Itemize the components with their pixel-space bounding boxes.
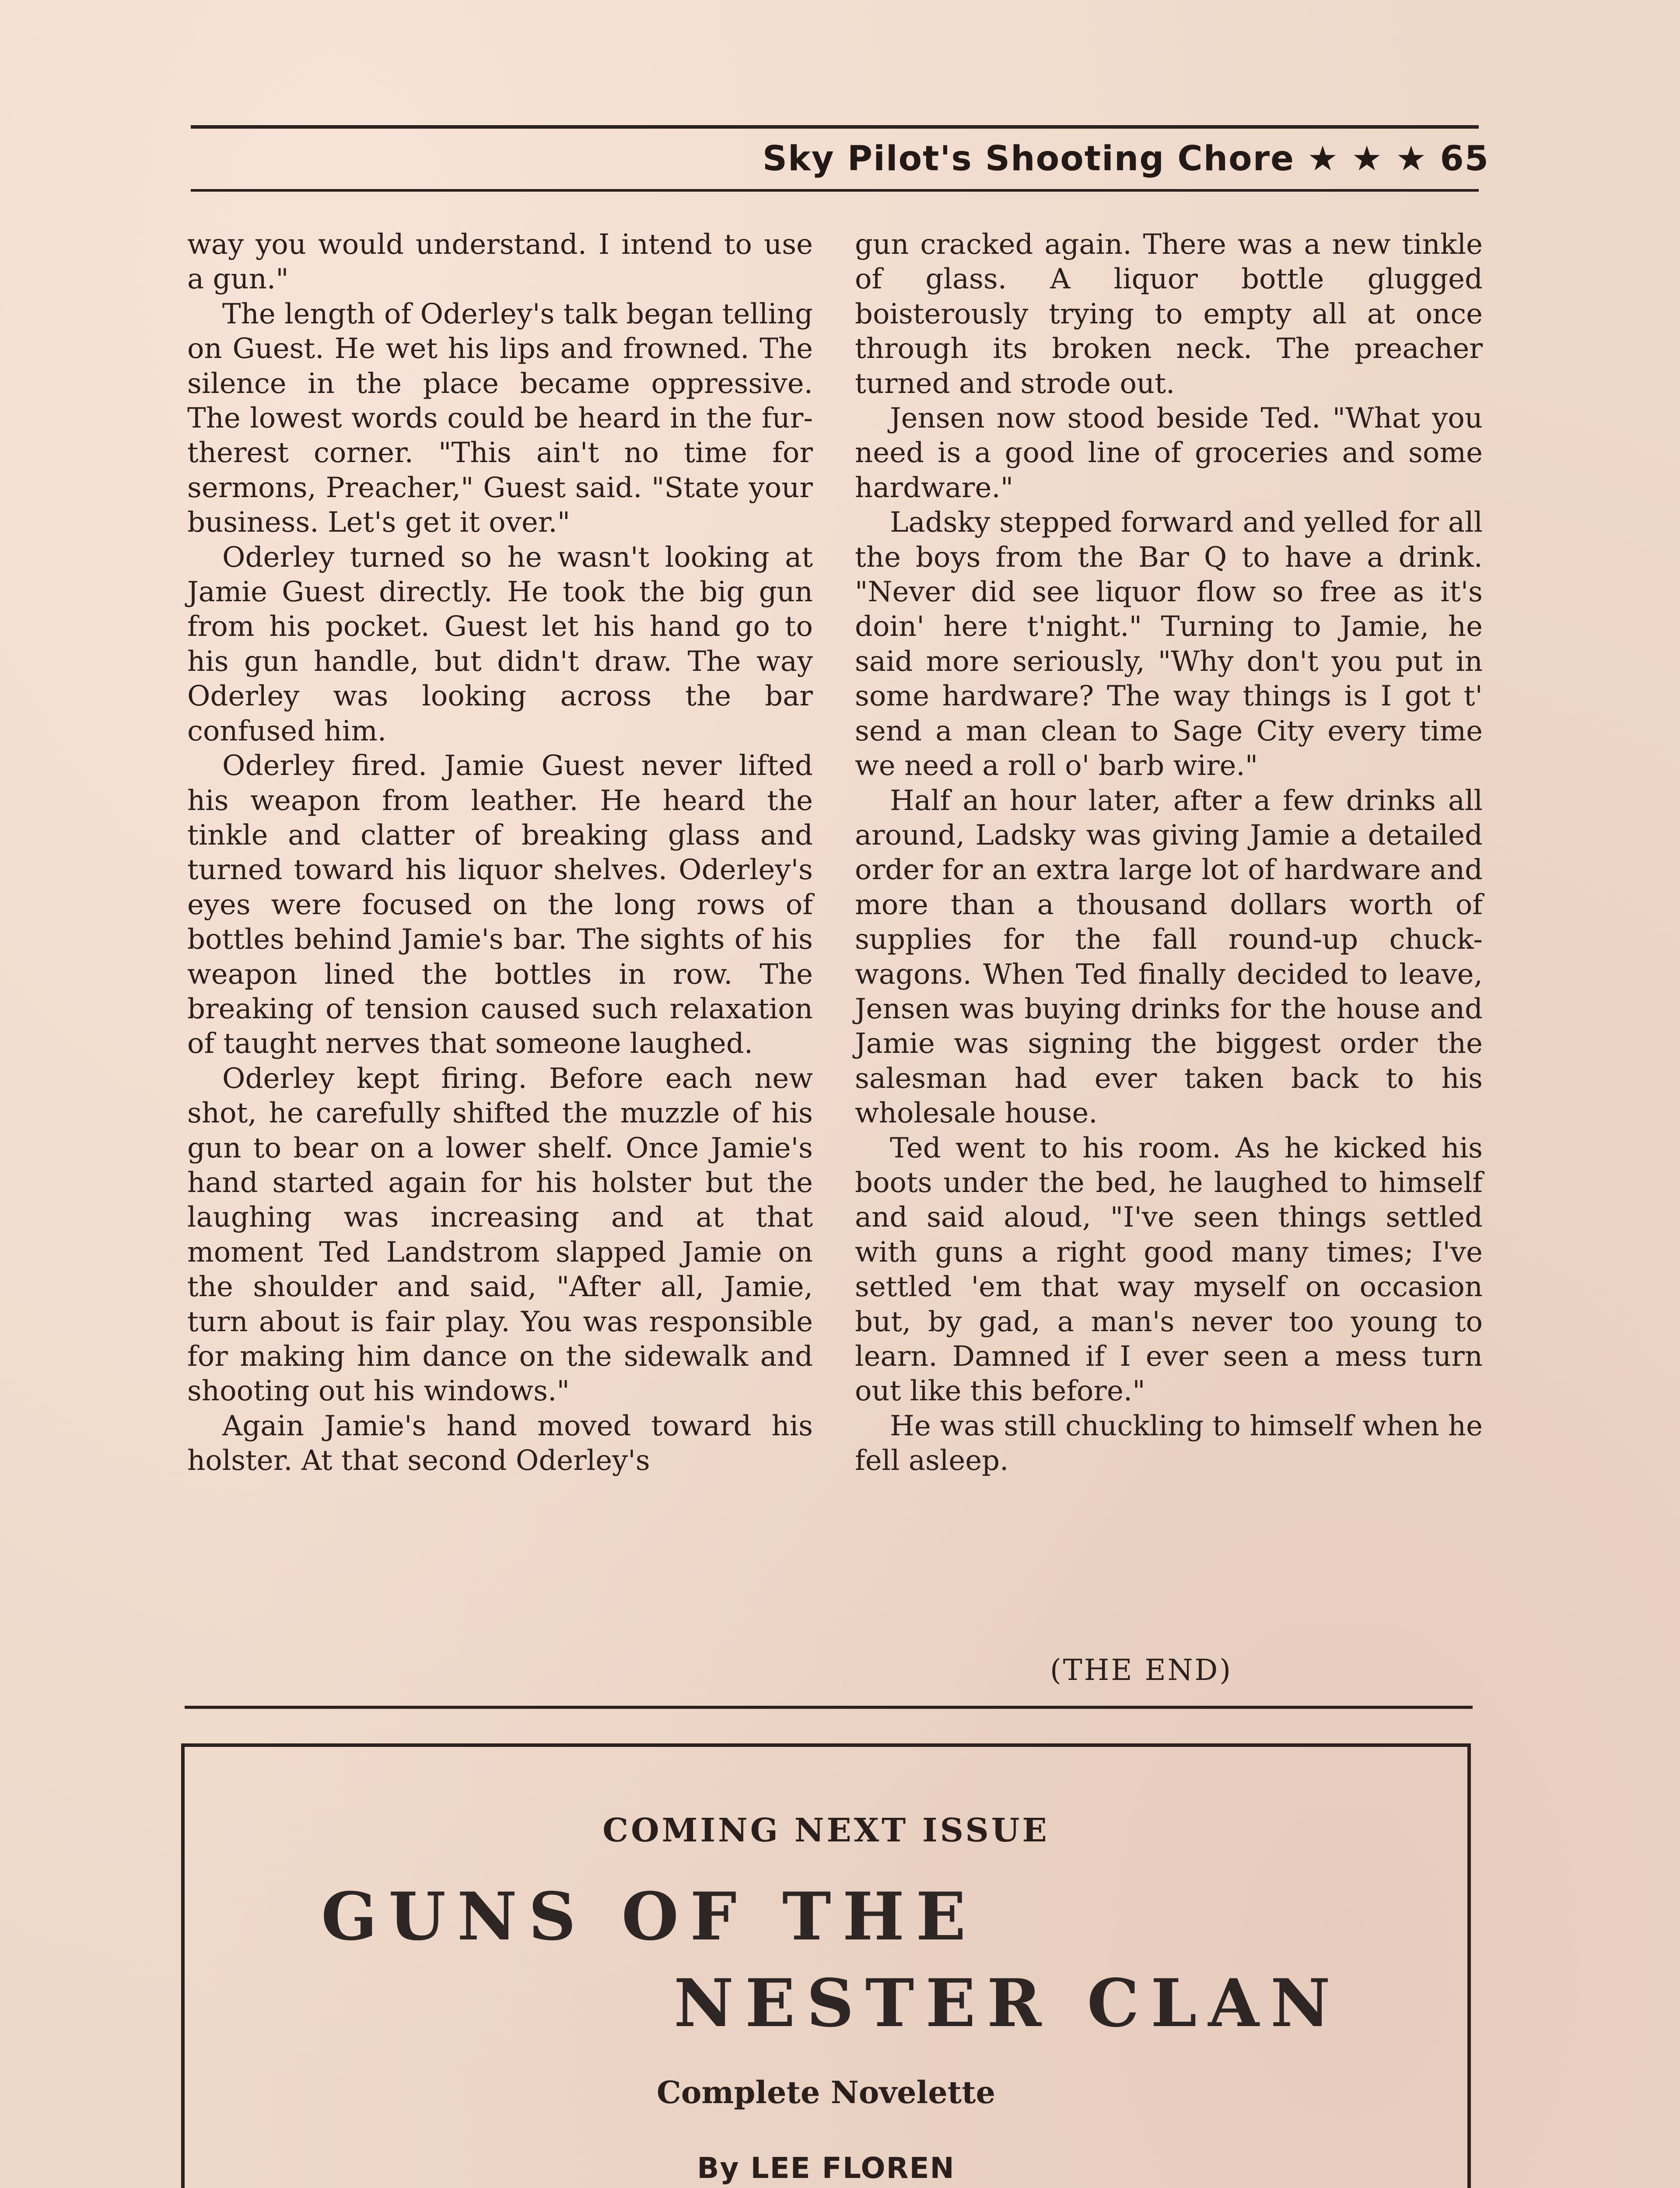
next-issue-box — [181, 1743, 1471, 2188]
ad-title-line-2: NESTER CLAN — [674, 1965, 1342, 2042]
story-right-column — [855, 228, 1483, 1479]
paragraph: Oderley kept firing. Before each new shot, he carefully shifted the muzzle of his gun to bear on a lower shelf. Once Jamie's hand started again for his holster but the laughing was increasing and at that moment Ted Landstrom slapped Jamie on the shoulder and said, "After all, Jamie, turn about is fair play. You was responsible for making him dance on the sidewalk and shooting out his windows." — [187, 1062, 813, 1408]
paragraph: Jensen now stood beside Ted. "What you need is a good line of groceries and some hardware." — [855, 402, 1483, 504]
paragraph: Ladsky stepped forward and yelled for all the boys from the Bar Q to have a drink. "Never did see liquor flow so free as it's doin' here t'night." Turning to Jamie, he said more seriously, "Why don't you put in some hardware? The way things is I got t' send a man clean to Sage City every time we need a roll o' barb wire." — [855, 506, 1483, 782]
ad-title-line-1: GUNS OF THE — [321, 1878, 977, 1955]
paragraph: He was still chuckling to himself when he fell asleep. — [855, 1410, 1483, 1477]
header-bottom-rule — [191, 189, 1479, 192]
paragraph: The length of Oderley's talk began telling on Guest. He wet his lips and frowned. The silence in the place became oppressive. The lowest words could be heard in the furtherest corner. "This ain't no time for sermons, Preacher," Guest said. "State your business. Let's get it over." — [187, 298, 813, 539]
paragraph: way you would understand. I intend to use a gun." — [187, 228, 813, 296]
paragraph: Half an hour later, after a few drinks all around, Ladsky was giving Jamie a detailed order for an extra large lot of hardware and more than a thousand dollars worth of supplies for the fall round-up chuck-wagons. When Ted finally decided to leave, Jensen was buying drinks for the house and Jamie was signing the biggest order the salesman had ever taken back to his wholesale house. — [855, 784, 1483, 1130]
ad-kicker: COMING NEXT ISSUE — [602, 1812, 1050, 1849]
paragraph: Oderley fired. Jamie Guest never lifted his weapon from leather. He heard the tinkle and clatter of breaking glass and turned toward his liquor shelves. Oderley's eyes were focused on the long rows of bottles behind Jamie's bar. The sights of his weapon lined the bottles in row. The breaking of tension caused such relaxation of taught nerves that someone laughed. — [187, 750, 813, 1060]
ad-subtitle: Complete Novelette — [657, 2074, 995, 2111]
running-title: Sky Pilot's Shooting Chore ★ ★ ★ 65 — [762, 139, 1489, 179]
the-end-marker: (THE END) — [1050, 1653, 1233, 1687]
section-divider-rule — [185, 1706, 1473, 1709]
paragraph: Oderley turned so he wasn't looking at Jamie Guest directly. He took the big gun from his pocket. Guest let his hand go to his gun handle, but didn't draw. The way Oderley was looking across the bar confused him. — [187, 541, 813, 747]
paragraph: gun cracked again. There was a new tinkle of glass. A liquor bottle glugged boisterously trying to empty all at once through its broken neck. The preacher turned and strode out. — [855, 228, 1483, 400]
ad-byline: By LEE FLOREN — [697, 2151, 955, 2185]
paragraph: Again Jamie's hand moved toward his holster. At that second Oderley's — [187, 1410, 813, 1477]
story-left-column — [187, 228, 813, 1479]
paragraph: Ted went to his room. As he kicked his boots under the bed, he laughed to himself and said aloud, "I've seen things settled with guns a right good many times; I've settled 'em that way myself on occasion but, by gad, a man's never too young to learn. Damned if I ever seen a mess turn out like this before." — [855, 1132, 1483, 1408]
header-top-rule — [191, 125, 1479, 129]
